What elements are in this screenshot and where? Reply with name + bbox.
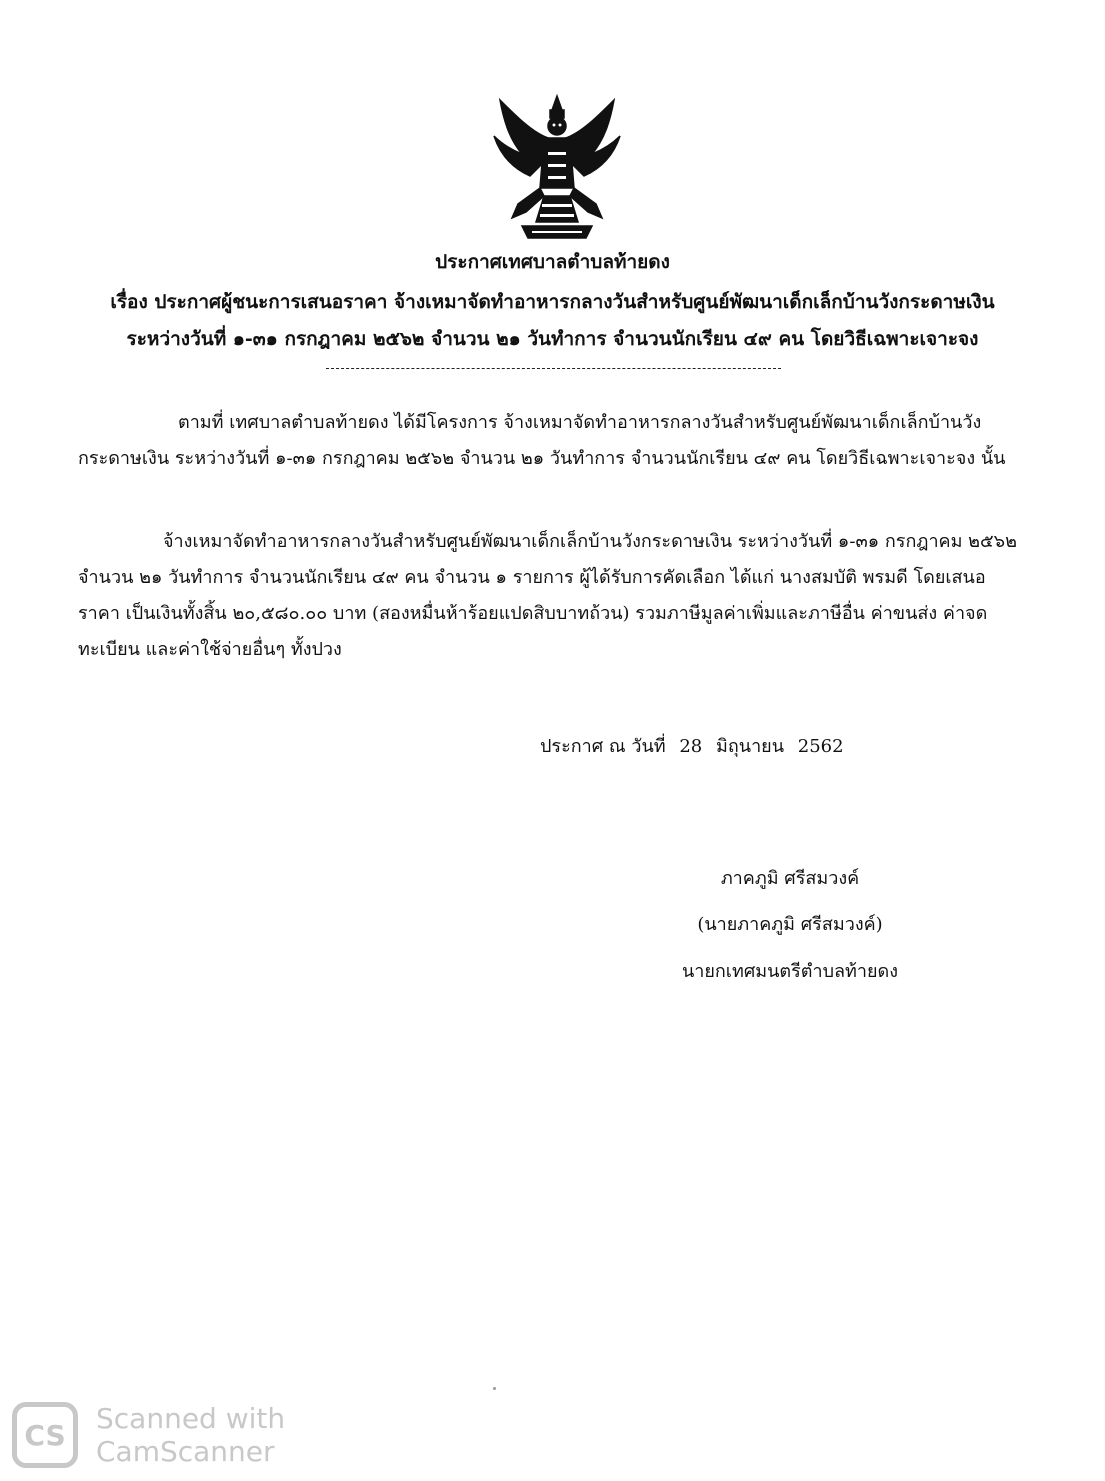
date-prefix: ประกาศ ณ วันที่ xyxy=(540,736,666,757)
document-title: ประกาศเทศบาลตำบลท้ายดง xyxy=(435,251,670,273)
watermark-line-1: Scanned with xyxy=(96,1402,286,1435)
date-year: 2562 xyxy=(797,736,844,757)
watermark-line-2: CamScanner xyxy=(96,1435,275,1468)
camscanner-logo-text: CS xyxy=(24,1418,66,1452)
garuda-emblem-icon xyxy=(482,92,632,244)
subject-line-1: เรื่อง ประกาศผู้ชนะการเสนอราคา จ้างเหมาจัดทำอาหารกลางวันสำหรับศูนย์พัฒนาเด็กเล็กบ้านวังกระดาษเงิน xyxy=(110,291,995,313)
announcement-date xyxy=(540,733,852,761)
date-month: มิถุนายน xyxy=(716,736,785,757)
subject-line-2: ระหว่างวันที่ ๑-๓๑ กรกฎาคม ๒๕๖๒ จำนวน ๒๑ วันทำการ จำนวนนักเรียน ๔๙ คน โดยวิธีเฉพาะเจาะจง xyxy=(126,328,979,350)
paragraph-1: ตามที่ เทศบาลตำบลท้ายดง ได้มีโครงการ จ้างเหมาจัดทำอาหารกลางวันสำหรับศูนย์พัฒนาเด็กเล็กบ้านวังกระดาษเงิน ระหว่างวันที่ ๑-๓๑ กรกฎาคม ๒๕๖๒ จำนวน ๒๑ วันทำการ จำนวนนักเรียน ๔๙ คน โดยวิธีเฉพาะเจาะจง นั้น xyxy=(78,412,1006,469)
date-day: 28 xyxy=(679,736,703,757)
camscanner-logo-icon xyxy=(12,1402,78,1468)
signature-name: ภาคภูมิ ศรีสมวงค์ xyxy=(720,868,860,889)
scan-speck xyxy=(493,1387,496,1390)
signature-position: นายกเทศมนตรีตำบลท้ายดง xyxy=(681,961,899,982)
divider-line xyxy=(326,368,781,369)
paragraph-2: จ้างเหมาจัดทำอาหารกลางวันสำหรับศูนย์พัฒนาเด็กเล็กบ้านวังกระดาษเงิน ระหว่างวันที่ ๑-๓๑ กรกฎาคม ๒๕๖๒ จำนวน ๒๑ วันทำการ จำนวนนักเรียน ๔๙ คน จำนวน ๑ รายการ ผู้ได้รับการคัดเลือก ได้แก่ นางสมบัติ พรมดี โดยเสนอราคา เป็นเงินทั้งสิ้น ๒๐,๕๘๐.๐๐ บาท (สองหมื่นห้าร้อยแปดสิบบาทถ้วน) รวมภาษีมูลค่าเพิ่มและภาษีอื่น ค่าขนส่ง ค่าจดทะเบียน และค่าใช้จ่ายอื่นๆ ทั้งปวง xyxy=(78,531,1017,660)
camscanner-watermark xyxy=(96,1402,285,1468)
signature-printed-name: (นายภาคภูมิ ศรีสมวงค์) xyxy=(697,914,883,935)
